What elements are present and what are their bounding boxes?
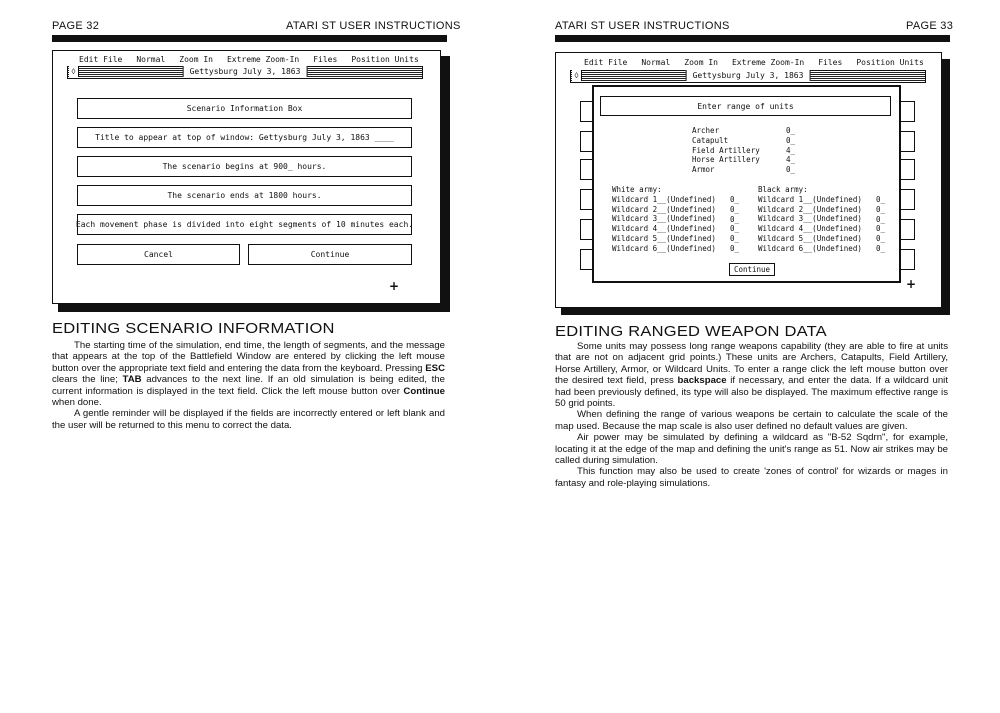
right-page	[500, 0, 1000, 713]
menu-edit-file[interactable]: Edit File	[584, 58, 628, 67]
body-text	[555, 341, 948, 489]
header-rule	[555, 35, 950, 42]
page-number: PAGE 33	[906, 20, 954, 32]
paragraph: Some units may possess long range weapons capability (they are able to fire at units that are not on adjacent grid points.) These units are Archers, Catapults, Field Artillery, Horse Artillery, Armor, or Wildcard Units. To enter a range click the left mouse button over the desired text field, press backspace if necessary, and enter the data. If a wildcard unit had been previously defined, its type will also be displayed. The maximum effective range is 50 grid points.	[555, 341, 948, 410]
close-box-icon[interactable]: ◊	[572, 70, 582, 81]
unit-type-ranges[interactable]: 0_ 0_ 4_ 4_ 0_	[786, 126, 796, 175]
screen-window	[555, 52, 942, 308]
paragraph: The starting time of the simulation, end time, the length of segments, and the message that appears at the top of the Battlefield Window are entered by clicking the left mouse button over the appropriate text field and entering the data from the keyboard. Pressing ESC clears the line; TAB advances to the next line. If an old simulation is being edited, the current information is displayed in the text field. Click the left mouse button over Continue when done.	[52, 340, 445, 409]
segments-field[interactable]: Each movement phase is divided into eight segments of 10 minutes each.	[77, 214, 412, 235]
screen-window	[52, 50, 441, 304]
window-title: Gettysburg July 3, 1863	[686, 70, 811, 81]
text-cursor: ____	[374, 133, 394, 142]
unit-type-names: Archer Catapult Field Artillery Horse Artillery Armor	[692, 126, 760, 175]
paragraph: When defining the range of various weapons be certain to calculate the scale of the map used. Because the map scale is also user defined no default values are given.	[555, 409, 948, 432]
menu-bar	[79, 55, 433, 64]
running-header: ATARI ST USER INSTRUCTIONS	[286, 20, 461, 32]
menu-bar	[584, 58, 938, 67]
menu-edit-file[interactable]: Edit File	[79, 55, 123, 64]
header-rule	[52, 35, 447, 42]
menu-files[interactable]: Files	[818, 58, 843, 67]
close-box-icon[interactable]: ◊	[69, 66, 79, 77]
paragraph: This function may also be used to create 'zones of control' for wizards or mages in fantasy and role-playing simulations.	[555, 466, 948, 489]
continue-button[interactable]: Continue	[248, 244, 412, 265]
white-army-list: White army: Wildcard 1__(Undefined) Wildcard 2__(Undefined) Wildcard 3__(Undefined) Wildcard 4__(Undefined) Wildcard 5__(Undefined) Wildcard 6__(Undefined)	[612, 185, 716, 253]
menu-position-units[interactable]: Position Units	[856, 58, 924, 67]
title-field[interactable]	[77, 127, 412, 148]
window-title: Gettysburg July 3, 1863	[183, 66, 308, 77]
menu-files[interactable]: Files	[313, 55, 338, 64]
paragraph: Air power may be simulated by defining a wildcard as "B-52 Sqdrn", for example, locating it at the edge of the map and defining the unit's range as 51. Now air strikes may be called during simulation.	[555, 432, 948, 467]
continue-button[interactable]: Continue	[729, 263, 775, 276]
black-army-ranges[interactable]: 0_ 0_ 0_ 0_ 0_ 0_	[876, 195, 886, 253]
menu-extreme-zoom[interactable]: Extreme Zoom-In	[226, 55, 300, 64]
end-time-field[interactable]: The scenario ends at 1800 hours.	[77, 185, 412, 206]
section-heading: EDITING SCENARIO INFORMATION	[52, 320, 335, 337]
begin-time-field[interactable]: The scenario begins at 900_ hours.	[77, 156, 412, 177]
crosshair-cursor-icon: +	[389, 279, 400, 293]
cancel-button[interactable]: Cancel	[77, 244, 240, 265]
title-bar[interactable]	[67, 66, 423, 79]
body-text	[52, 340, 445, 431]
menu-zoom-in[interactable]: Zoom In	[179, 55, 213, 64]
section-heading: EDITING RANGED WEAPON DATA	[555, 323, 827, 340]
black-army-list: Black army: Wildcard 1__(Undefined) Wildcard 2__(Undefined) Wildcard 3__(Undefined) Wildcard 4__(Undefined) Wildcard 5__(Undefined) Wildcard 6__(Undefined)	[758, 185, 862, 253]
dialog-title: Enter range of units	[600, 96, 891, 116]
title-field-label: Title to appear at top of window: Gettysburg July 3, 1863	[95, 133, 370, 142]
title-bar[interactable]	[570, 70, 926, 83]
menu-extreme-zoom[interactable]: Extreme Zoom-In	[731, 58, 805, 67]
menu-normal[interactable]: Normal	[641, 58, 671, 67]
range-dialog	[592, 85, 901, 283]
scenario-info-box: Scenario Information Box	[77, 98, 412, 119]
white-army-ranges[interactable]: 0_ 0_ 0_ 0_ 0_ 0_	[730, 195, 740, 253]
menu-zoom-in[interactable]: Zoom In	[684, 58, 718, 67]
menu-normal[interactable]: Normal	[136, 55, 166, 64]
menu-position-units[interactable]: Position Units	[351, 55, 419, 64]
page-number: PAGE 32	[52, 20, 100, 32]
paragraph: A gentle reminder will be displayed if the fields are incorrectly entered or left blank and the user will be returned to this menu to correct the data.	[52, 408, 445, 431]
crosshair-cursor-icon: +	[906, 277, 917, 291]
running-header: ATARI ST USER INSTRUCTIONS	[555, 20, 730, 32]
